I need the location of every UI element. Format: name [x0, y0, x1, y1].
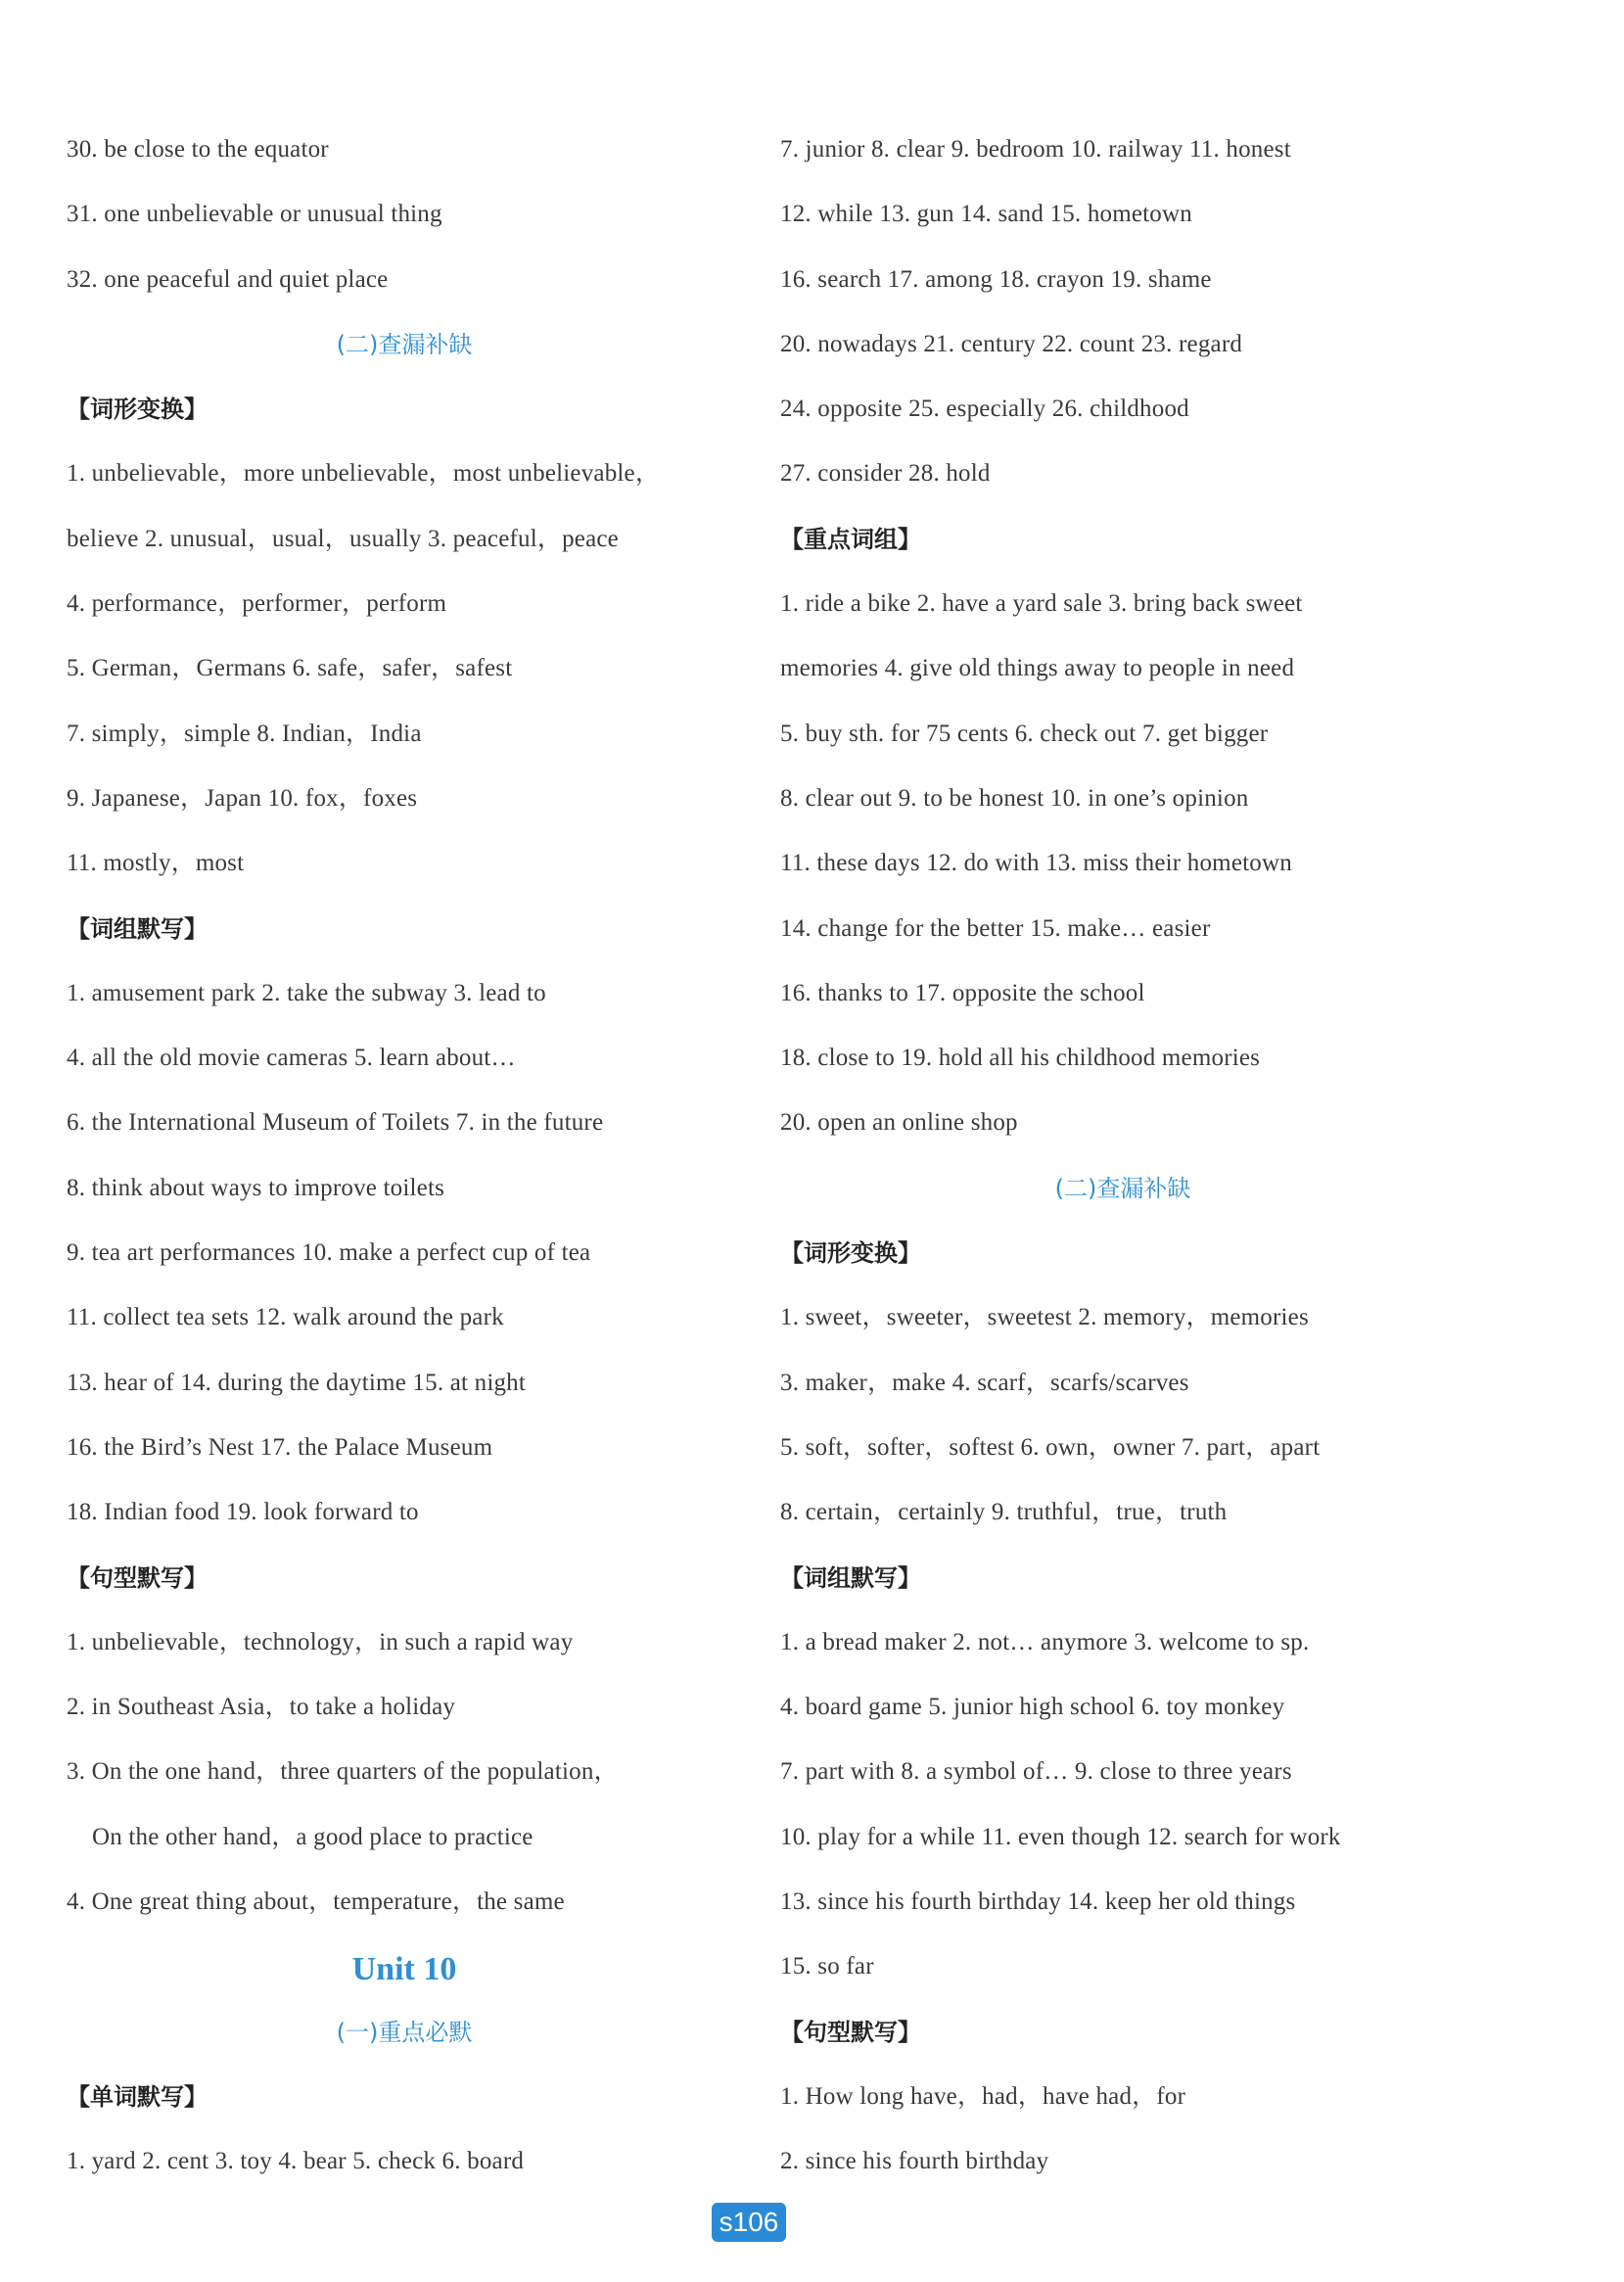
section-heading: 【词组默写】: [780, 1563, 921, 1592]
answer-line: 20. open an online shop: [780, 1109, 1018, 1137]
answer-line: 1. ride a bike 2. have a yard sale 3. bring back sweet: [780, 590, 1303, 618]
answer-line: 8. clear out 9. to be honest 10. in one’s opinion: [780, 784, 1249, 812]
answer-line: 1. unbelievable，technology，in such a rapid way: [67, 1628, 574, 1655]
answer-line: 16. the Bird’s Nest 17. the Palace Museum: [67, 1433, 493, 1461]
answer-line: 13. since his fourth birthday 14. keep her old things: [780, 1888, 1296, 1916]
answer-line: 1. unbelievable，more unbelievable，most unbelievable，: [67, 460, 661, 488]
section-heading: 【词形变换】: [780, 1239, 921, 1268]
answer-line: 1. sweet，sweeter，sweetest 2. memory，memories: [780, 1304, 1309, 1331]
answer-line: 4. all the old movie cameras 5. learn about…: [67, 1045, 516, 1072]
section-subtitle: (一)重点必默: [336, 2018, 473, 2046]
answer-line: 4. board game 5. junior high school 6. toy monkey: [780, 1694, 1285, 1721]
answer-line: 11. mostly，most: [67, 850, 245, 877]
answer-line: memories 4. give old things away to people in need: [780, 655, 1295, 682]
answer-line: 8. think about ways to improve toilets: [67, 1174, 445, 1201]
left-column: [67, 117, 742, 2195]
answer-line: 9. Japanese，Japan 10. fox，foxes: [67, 784, 418, 812]
answer-line: 5. buy sth. for 75 cents 6. check out 7. get bigger: [780, 720, 1269, 747]
answer-line: 15. so far: [780, 1953, 874, 1980]
section-heading: 【词组默写】: [67, 914, 208, 943]
answer-line: 14. change for the better 15. make… easier: [780, 914, 1211, 942]
answer-line: believe 2. unusual，usual，usually 3. peaceful，peace: [67, 525, 619, 552]
answer-line: 1. How long have，had，have had，for: [780, 2082, 1186, 2110]
answer-line: 3. On the one hand，three quarters of the population，: [67, 1758, 619, 1786]
page-number-badge: s106: [712, 2203, 786, 2242]
answer-line: 1. amusement park 2. take the subway 3. lead to: [67, 979, 546, 1006]
answer-line: 4. One great thing about，temperature，the same: [67, 1888, 565, 1916]
answer-line: 10. play for a while 11. even though 12. search for work: [780, 1823, 1341, 1850]
answer-line: 13. hear of 14. during the daytime 15. at night: [67, 1369, 527, 1396]
answer-line: 1. yard 2. cent 3. toy 4. bear 5. check 6. board: [67, 2148, 525, 2175]
answer-line: 18. close to 19. hold all his childhood memories: [780, 1045, 1261, 1072]
section-heading: 【单词默写】: [67, 2082, 208, 2111]
answer-line: 11. collect tea sets 12. walk around the park: [67, 1304, 504, 1331]
answer-line: On the other hand，a good place to practice: [92, 1823, 534, 1850]
answer-line: 8. certain，certainly 9. truthful，true，truth: [780, 1499, 1228, 1526]
answer-line: 4. performance，performer，perform: [67, 590, 447, 618]
answer-line: 5. German，Germans 6. safe，safer，safest: [67, 655, 513, 682]
answer-line: 30. be close to the equator: [67, 136, 329, 163]
answer-line: 7. part with 8. a symbol of… 9. close to three years: [780, 1758, 1292, 1786]
answer-line: 2. in Southeast Asia，to take a holiday: [67, 1694, 456, 1721]
section-heading: 【重点词组】: [780, 525, 921, 553]
answer-line: 5. soft，softer，softest 6. own，owner 7. part，apart: [780, 1433, 1321, 1461]
answer-line: 32. one peaceful and quiet place: [67, 265, 389, 293]
answer-line: 1. a bread maker 2. not… anymore 3. welcome to sp.: [780, 1628, 1310, 1655]
answer-line: 20. nowadays 21. century 22. count 23. regard: [780, 330, 1243, 357]
answer-line: 24. opposite 25. especially 26. childhood: [780, 396, 1189, 423]
section-subtitle: (二)查漏补缺: [336, 330, 473, 358]
answer-line: 2. since his fourth birthday: [780, 2148, 1049, 2175]
answer-line: 7. junior 8. clear 9. bedroom 10. railway 11. honest: [780, 136, 1291, 163]
answer-line: 12. while 13. gun 14. sand 15. hometown: [780, 201, 1192, 228]
answer-line: 6. the International Museum of Toilets 7. in the future: [67, 1109, 604, 1137]
section-subtitle: (二)查漏补缺: [1054, 1174, 1191, 1202]
answer-line: 16. thanks to 17. opposite the school: [780, 979, 1145, 1006]
section-heading: 【句型默写】: [780, 2018, 921, 2046]
answer-line: 7. simply，simple 8. Indian，India: [67, 720, 422, 747]
section-heading: 【句型默写】: [67, 1563, 208, 1592]
right-column: [780, 117, 1465, 2195]
answer-line: 18. Indian food 19. look forward to: [67, 1499, 419, 1526]
answer-line: 16. search 17. among 18. crayon 19. shame: [780, 265, 1212, 293]
answer-line: 31. one unbelievable or unusual thing: [67, 201, 442, 228]
answer-line: 27. consider 28. hold: [780, 460, 991, 488]
answer-line: 3. maker，make 4. scarf，scarfs/scarves: [780, 1369, 1189, 1396]
answer-line: 9. tea art performances 10. make a perfect cup of tea: [67, 1239, 591, 1267]
answer-line: 11. these days 12. do with 13. miss their hometown: [780, 850, 1292, 877]
unit-title: Unit 10: [351, 1951, 457, 1988]
section-heading: 【词形变换】: [67, 396, 208, 424]
